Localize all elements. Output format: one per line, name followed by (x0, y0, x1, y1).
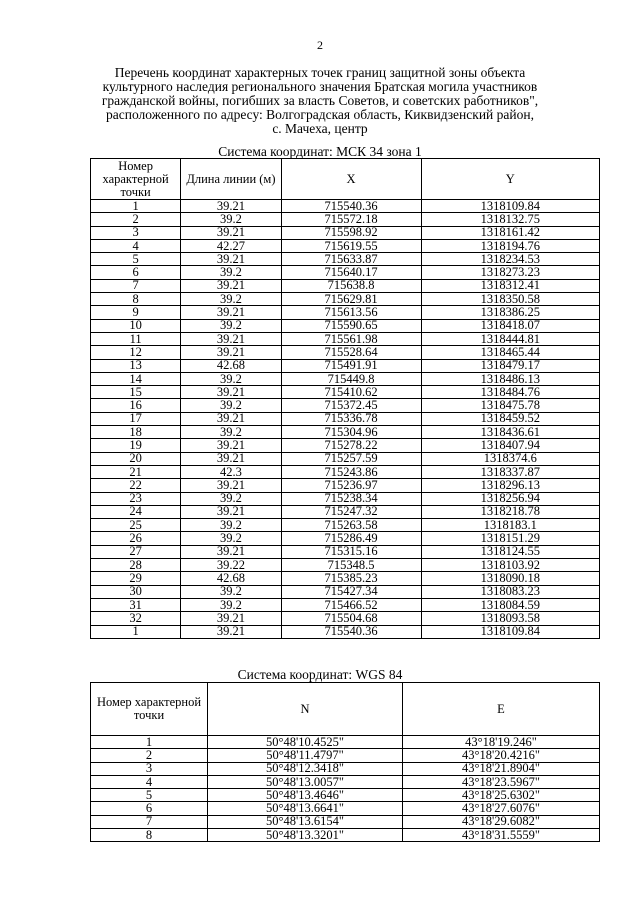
line-length-cell: 42.68 (181, 572, 281, 585)
y-cell: 1318459.52 (421, 412, 599, 425)
table-row (91, 585, 600, 598)
x-cell: 715504.68 (281, 612, 421, 625)
table-row (91, 625, 600, 638)
point-number-cell: 22 (91, 479, 181, 492)
table-row (91, 319, 600, 332)
point-number-cell: 28 (91, 559, 181, 572)
table-row (91, 545, 600, 558)
x-cell: 715348.5 (281, 559, 421, 572)
line-length-cell: 39.21 (181, 253, 281, 266)
table-row (91, 332, 600, 345)
e-cell: 43°18'21.8904" (403, 762, 600, 775)
header-x: X (281, 159, 421, 200)
table-row (91, 239, 600, 252)
x-cell: 715427.34 (281, 585, 421, 598)
table-row (91, 598, 600, 611)
header-e: E (403, 683, 600, 736)
x-cell: 715372.45 (281, 399, 421, 412)
point-number-cell: 1 (91, 200, 181, 213)
line-length-cell: 39.21 (181, 346, 281, 359)
y-cell: 1318218.78 (421, 505, 599, 518)
y-cell: 1318151.29 (421, 532, 599, 545)
table-row (91, 372, 600, 385)
point-number-cell: 19 (91, 439, 181, 452)
n-cell: 50°48'13.0057" (208, 775, 403, 788)
table-row (91, 412, 600, 425)
line-length-cell: 42.27 (181, 239, 281, 252)
point-number-cell: 12 (91, 346, 181, 359)
point-number-cell: 1 (91, 625, 181, 638)
point-number-cell: 6 (91, 802, 208, 815)
line-length-cell: 39.21 (181, 545, 281, 558)
msk-table-body (91, 200, 600, 639)
x-cell: 715336.78 (281, 412, 421, 425)
point-number-cell: 2 (91, 213, 181, 226)
line-length-cell: 39.21 (181, 386, 281, 399)
table-row (91, 399, 600, 412)
table-row (91, 359, 600, 372)
line-length-cell: 39.21 (181, 625, 281, 638)
e-cell: 43°18'19.246" (403, 736, 600, 749)
point-number-cell: 10 (91, 319, 181, 332)
point-number-cell: 29 (91, 572, 181, 585)
y-cell: 1318350.58 (421, 293, 599, 306)
line-length-cell: 39.21 (181, 505, 281, 518)
y-cell: 1318444.81 (421, 332, 599, 345)
title-line: с. Мачеха, центр (272, 121, 368, 136)
line-length-cell: 39.22 (181, 559, 281, 572)
point-number-cell: 14 (91, 372, 181, 385)
x-cell: 715633.87 (281, 253, 421, 266)
point-number-cell: 7 (91, 815, 208, 828)
x-cell: 715540.36 (281, 200, 421, 213)
line-length-cell: 39.2 (181, 372, 281, 385)
title-line: гражданской войны, погибших за власть Советов, и советских работников", (101, 93, 539, 108)
point-number-cell: 16 (91, 399, 181, 412)
table-row (91, 815, 600, 828)
table-row (91, 492, 600, 505)
n-cell: 50°48'13.6154" (208, 815, 403, 828)
point-number-cell: 7 (91, 279, 181, 292)
y-cell: 1318109.84 (421, 200, 599, 213)
n-cell: 50°48'11.4797" (208, 749, 403, 762)
n-cell: 50°48'12.3418" (208, 762, 403, 775)
point-number-cell: 24 (91, 505, 181, 518)
line-length-cell: 42.3 (181, 465, 281, 478)
n-cell: 50°48'13.4646" (208, 789, 403, 802)
header-point-number: Номер характерной точки (91, 683, 208, 736)
n-cell: 50°48'10.4525" (208, 736, 403, 749)
point-number-cell: 27 (91, 545, 181, 558)
y-cell: 1318183.1 (421, 519, 599, 532)
point-number-cell: 32 (91, 612, 181, 625)
table-row (91, 749, 600, 762)
title-line: расположенного по адресу: Волгоградская область, Киквидзенский район, (106, 107, 534, 122)
x-cell: 715257.59 (281, 452, 421, 465)
page-number: 2 (317, 38, 323, 52)
x-cell: 715640.17 (281, 266, 421, 279)
y-cell: 1318479.17 (421, 359, 599, 372)
title-line: культурного наследия регионального значения Братская могила участников (102, 79, 538, 94)
point-number-cell: 8 (91, 829, 208, 842)
line-length-cell: 39.21 (181, 226, 281, 239)
point-number-cell: 3 (91, 226, 181, 239)
line-length-cell: 39.21 (181, 200, 281, 213)
y-cell: 1318093.58 (421, 612, 599, 625)
table-row (91, 479, 600, 492)
n-cell: 50°48'13.6641" (208, 802, 403, 815)
table-row (91, 200, 600, 213)
table-row (91, 306, 600, 319)
y-cell: 1318386.25 (421, 306, 599, 319)
e-cell: 43°18'23.5967" (403, 775, 600, 788)
line-length-cell: 39.21 (181, 332, 281, 345)
line-length-cell: 39.21 (181, 306, 281, 319)
document-title (70, 66, 570, 136)
y-cell: 1318374.6 (421, 452, 599, 465)
y-cell: 1318090.18 (421, 572, 599, 585)
y-cell: 1318083.23 (421, 585, 599, 598)
x-cell: 715247.32 (281, 505, 421, 518)
x-cell: 715243.86 (281, 465, 421, 478)
y-cell: 1318465.44 (421, 346, 599, 359)
point-number-cell: 5 (91, 789, 208, 802)
y-cell: 1318256.94 (421, 492, 599, 505)
y-cell: 1318273.23 (421, 266, 599, 279)
x-cell: 715619.55 (281, 239, 421, 252)
point-number-cell: 3 (91, 762, 208, 775)
line-length-cell: 39.2 (181, 532, 281, 545)
table-row (91, 612, 600, 625)
line-length-cell: 39.21 (181, 412, 281, 425)
y-cell: 1318312.41 (421, 279, 599, 292)
title-line: Перечень координат характерных точек границ защитной зоны объекта (114, 65, 526, 80)
point-number-cell: 18 (91, 426, 181, 439)
e-cell: 43°18'29.6082" (403, 815, 600, 828)
n-cell: 50°48'13.3201" (208, 829, 403, 842)
y-cell: 1318194.76 (421, 239, 599, 252)
table-row (91, 266, 600, 279)
msk-caption: Система координат: МСК 34 зона 1 (218, 144, 422, 159)
x-cell: 715466.52 (281, 598, 421, 611)
msk-coordinates-table (90, 158, 600, 639)
table-row (91, 386, 600, 399)
point-number-cell: 15 (91, 386, 181, 399)
y-cell: 1318484.76 (421, 386, 599, 399)
y-cell: 1318161.42 (421, 226, 599, 239)
table-row (91, 802, 600, 815)
y-cell: 1318475.78 (421, 399, 599, 412)
y-cell: 1318296.13 (421, 479, 599, 492)
point-number-cell: 5 (91, 253, 181, 266)
line-length-cell: 39.21 (181, 479, 281, 492)
table-row (91, 519, 600, 532)
point-number-cell: 17 (91, 412, 181, 425)
x-cell: 715561.98 (281, 332, 421, 345)
x-cell: 715278.22 (281, 439, 421, 452)
wgs-coordinates-table (90, 682, 600, 842)
point-number-cell: 4 (91, 775, 208, 788)
x-cell: 715590.65 (281, 319, 421, 332)
line-length-cell: 39.2 (181, 293, 281, 306)
point-number-cell: 23 (91, 492, 181, 505)
x-cell: 715304.96 (281, 426, 421, 439)
table-row (91, 505, 600, 518)
point-number-cell: 31 (91, 598, 181, 611)
x-cell: 715449.8 (281, 372, 421, 385)
table-row (91, 253, 600, 266)
line-length-cell: 39.2 (181, 213, 281, 226)
table-row (91, 762, 600, 775)
x-cell: 715638.8 (281, 279, 421, 292)
x-cell: 715410.62 (281, 386, 421, 399)
y-cell: 1318407.94 (421, 439, 599, 452)
point-number-cell: 11 (91, 332, 181, 345)
x-cell: 715385.23 (281, 572, 421, 585)
wgs-caption: Система координат: WGS 84 (237, 667, 403, 682)
point-number-cell: 6 (91, 266, 181, 279)
x-cell: 715629.81 (281, 293, 421, 306)
x-cell: 715540.36 (281, 625, 421, 638)
line-length-cell: 42.68 (181, 359, 281, 372)
header-point-number: Номер характерной точки (91, 159, 181, 200)
header-n: N (208, 683, 403, 736)
y-cell: 1318103.92 (421, 559, 599, 572)
point-number-cell: 9 (91, 306, 181, 319)
point-number-cell: 26 (91, 532, 181, 545)
x-cell: 715528.64 (281, 346, 421, 359)
y-cell: 1318486.13 (421, 372, 599, 385)
table-row (91, 213, 600, 226)
wgs-table-body (91, 736, 600, 842)
y-cell: 1318337.87 (421, 465, 599, 478)
x-cell: 715286.49 (281, 532, 421, 545)
x-cell: 715598.92 (281, 226, 421, 239)
line-length-cell: 39.2 (181, 492, 281, 505)
table-row (91, 572, 600, 585)
e-cell: 43°18'20.4216" (403, 749, 600, 762)
y-cell: 1318132.75 (421, 213, 599, 226)
x-cell: 715236.97 (281, 479, 421, 492)
table-row (91, 829, 600, 842)
line-length-cell: 39.21 (181, 612, 281, 625)
point-number-cell: 20 (91, 452, 181, 465)
point-number-cell: 4 (91, 239, 181, 252)
table-row (91, 226, 600, 239)
table-row (91, 426, 600, 439)
table-row (91, 532, 600, 545)
line-length-cell: 39.2 (181, 399, 281, 412)
point-number-cell: 21 (91, 465, 181, 478)
x-cell: 715263.58 (281, 519, 421, 532)
table-row (91, 439, 600, 452)
e-cell: 43°18'25.6302" (403, 789, 600, 802)
y-cell: 1318109.84 (421, 625, 599, 638)
line-length-cell: 39.2 (181, 598, 281, 611)
table-row (91, 452, 600, 465)
y-cell: 1318084.59 (421, 598, 599, 611)
point-number-cell: 8 (91, 293, 181, 306)
e-cell: 43°18'31.5559" (403, 829, 600, 842)
point-number-cell: 1 (91, 736, 208, 749)
y-cell: 1318418.07 (421, 319, 599, 332)
x-cell: 715572.18 (281, 213, 421, 226)
table-row (91, 465, 600, 478)
table-row (91, 789, 600, 802)
table-row (91, 293, 600, 306)
table-row (91, 775, 600, 788)
y-cell: 1318436.61 (421, 426, 599, 439)
table-row (91, 559, 600, 572)
point-number-cell: 2 (91, 749, 208, 762)
line-length-cell: 39.2 (181, 319, 281, 332)
header-y: Y (421, 159, 599, 200)
point-number-cell: 30 (91, 585, 181, 598)
line-length-cell: 39.2 (181, 585, 281, 598)
x-cell: 715613.56 (281, 306, 421, 319)
x-cell: 715315.16 (281, 545, 421, 558)
line-length-cell: 39.2 (181, 266, 281, 279)
table-row (91, 346, 600, 359)
line-length-cell: 39.2 (181, 519, 281, 532)
point-number-cell: 13 (91, 359, 181, 372)
line-length-cell: 39.21 (181, 439, 281, 452)
y-cell: 1318124.55 (421, 545, 599, 558)
table-row (91, 736, 600, 749)
point-number-cell: 25 (91, 519, 181, 532)
line-length-cell: 39.21 (181, 452, 281, 465)
x-cell: 715491.91 (281, 359, 421, 372)
e-cell: 43°18'27.6076" (403, 802, 600, 815)
y-cell: 1318234.53 (421, 253, 599, 266)
header-line-length: Длина линии (м) (181, 159, 281, 200)
line-length-cell: 39.2 (181, 426, 281, 439)
line-length-cell: 39.21 (181, 279, 281, 292)
x-cell: 715238.34 (281, 492, 421, 505)
table-row (91, 279, 600, 292)
